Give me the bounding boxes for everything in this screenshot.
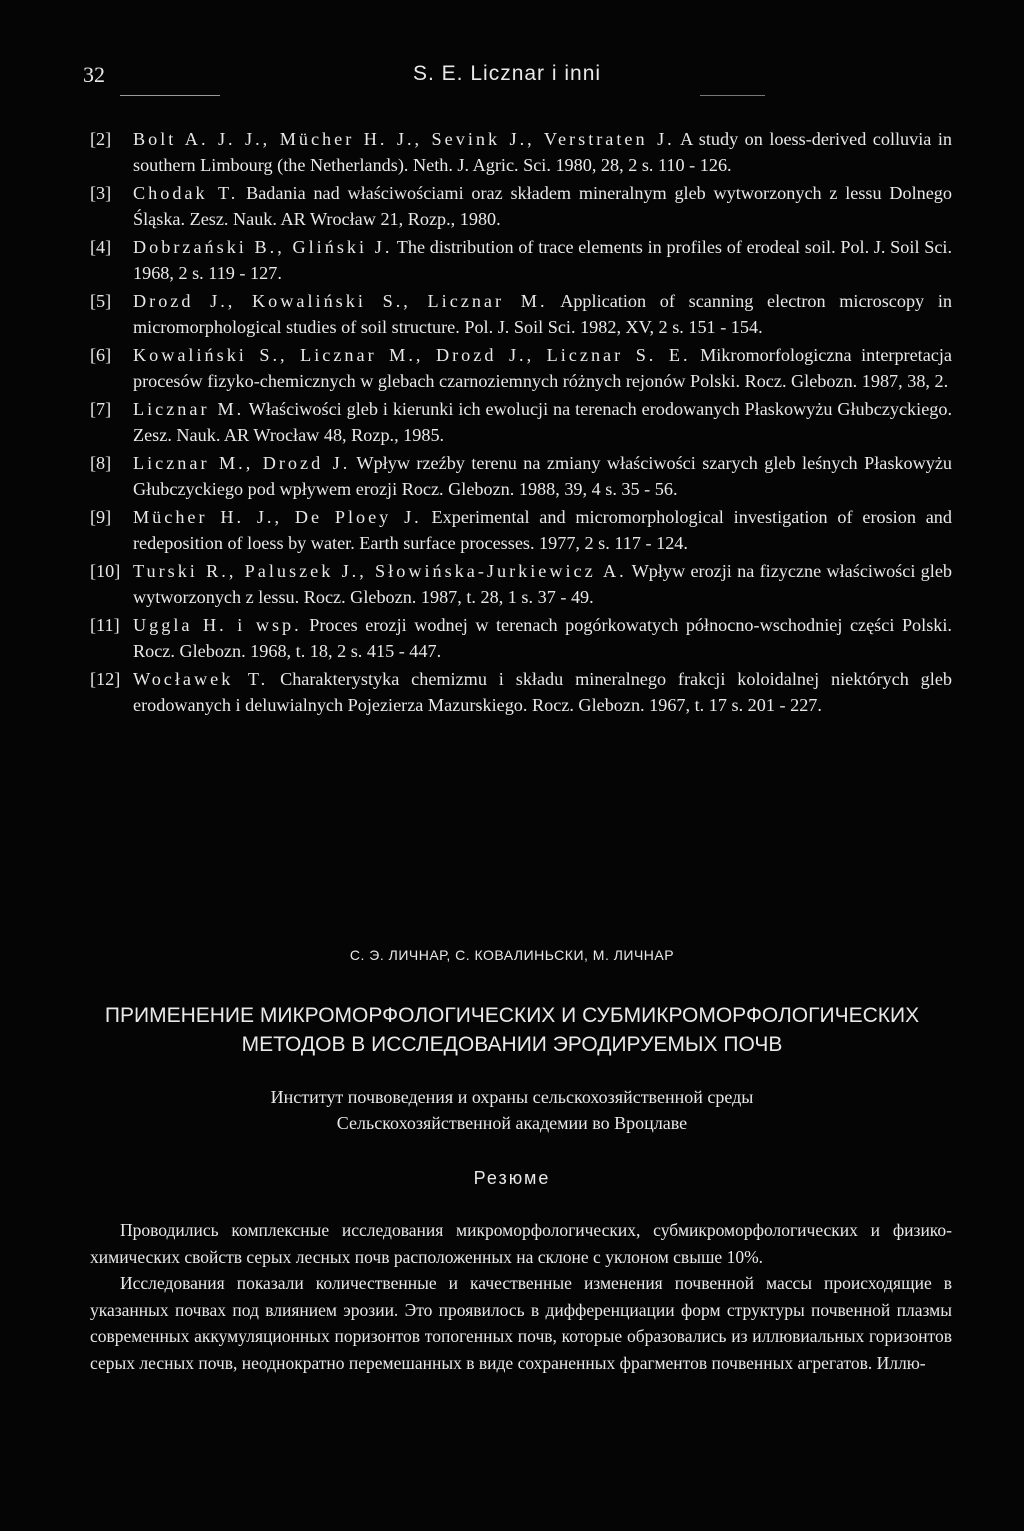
reference-authors: Licznar M. bbox=[133, 399, 245, 419]
reference-item bbox=[90, 181, 952, 232]
reference-item bbox=[90, 667, 952, 718]
reference-item bbox=[90, 127, 952, 178]
reference-text: Experimental and micromorphological investigation of erosion and redeposition of loess by water. Earth surface processes. 1977, 2 s. 117 - 124. bbox=[133, 507, 952, 553]
reference-number: [6] bbox=[90, 345, 112, 365]
reference-authors: Turski R., Paluszek J., Słowińska-Jurkiewicz A. bbox=[133, 561, 627, 581]
reference-authors: Drozd J., Kowaliński S., Licznar M. bbox=[133, 291, 548, 311]
reference-number: [4] bbox=[90, 237, 112, 257]
ru-paragraph-1: Проводились комплексные исследования микроморфологических, субмикроморфологических и физико-химических свойств серых лесных почв расположенных на склоне с уклоном свыше 10%. bbox=[90, 1220, 952, 1267]
reference-text: Charakterystyka chemizmu i składu mineralnego frakcji koloidalnej niektórych gleb erodowanych i deluwialnych Pojezierza Mazurskiego. Rocz. Glebozn. 1967, t. 17 s. 201 - 227. bbox=[133, 669, 952, 715]
reference-text: The distribution of trace elements in profiles of erodeal soil. Pol. J. Soil Sci. 1968, 2 s. 119 - 127. bbox=[133, 237, 952, 283]
reference-text: Proces erozji wodnej w terenach pogórkowatych północno-wschodniej części Polski. Rocz. Glebozn. 1968, t. 18, 2 s. 415 - 447. bbox=[133, 615, 952, 661]
header-rule-right bbox=[700, 95, 765, 96]
running-title: S. E. Licznar i inni bbox=[413, 62, 602, 85]
reference-text: Właściwości gleb i kierunki ich ewolucji na terenach erodowanych Płaskowyżu Głubczyckiego. Zesz. Nauk. AR Wrocław 48, Rozp., 1985. bbox=[133, 399, 952, 445]
reference-authors: Licznar M., Drozd J. bbox=[133, 453, 351, 473]
ru-abstract bbox=[90, 1217, 952, 1376]
reference-item bbox=[90, 559, 952, 610]
reference-text: A study on loess-derived colluvia in southern Limbourg (the Netherlands). Neth. J. Agric. Sci. 1980, 28, 2 s. 110 - 126. bbox=[133, 129, 952, 175]
reference-number: [12] bbox=[90, 669, 121, 689]
ru-title-line-1: ПРИМЕНЕНИЕ МИКРОМОРФОЛОГИЧЕСКИХ И СУБМИКРОМОРФОЛОГИЧЕСКИХ bbox=[104, 1004, 920, 1027]
reference-text: Wpływ erozji na fizyczne właściwości gleb wytworzonych z lessu. Rocz. Glebozn. 1987, t. 28, 1 s. 37 - 49. bbox=[133, 561, 952, 607]
ru-institute-line-1: Институт почвоведения и охраны сельскохозяйственной среды bbox=[270, 1087, 754, 1107]
reference-number: [9] bbox=[90, 507, 112, 527]
ru-resume-heading: Резюме bbox=[473, 1168, 551, 1188]
reference-number: [5] bbox=[90, 291, 112, 311]
reference-item bbox=[90, 235, 952, 286]
reference-text: Wpływ rzeźby terenu na zmiany właściwości szarych gleb leśnych Płaskowyżu Głubczyckiego pod wpływem erozji Rocz. Glebozn. 1988, 39, 4 s. 35 - 56. bbox=[133, 453, 952, 499]
reference-item bbox=[90, 343, 952, 394]
header-rule-left bbox=[120, 95, 220, 96]
reference-authors: Bolt A. J. J., Mücher H. J., Sevink J., Verstraten J. bbox=[133, 129, 675, 149]
reference-item bbox=[90, 397, 952, 448]
ru-article-title bbox=[50, 1001, 974, 1059]
page-number: 32 bbox=[83, 62, 105, 87]
reference-authors: Uggla H. i wsp. bbox=[133, 615, 302, 635]
reference-authors: Wocławek T. bbox=[133, 669, 269, 689]
reference-number: [7] bbox=[90, 399, 112, 419]
reference-authors: Mücher H. J., De Ploey J. bbox=[133, 507, 422, 527]
reference-number: [10] bbox=[90, 561, 121, 581]
reference-number: [11] bbox=[90, 615, 120, 635]
reference-item bbox=[90, 451, 952, 502]
ru-paragraph-2: Исследования показали количественные и качественные изменения почвенной массы происходящие в указанных почвах под влиянием эрозии. Это проявилось в дифференциации форм структуры почвенной плазмы современных аккумуляционных поризонтов топогенных почв, которые образовались из иллювиальных горизонтов серых лесных почв, неоднократно перемешанных в виде сохраненных фрагментов почвенных агрегатов. Иллю- bbox=[90, 1273, 952, 1373]
reference-text: Mikromorfologiczna interpretacja procesów fizyko-chemicznych w glebach czarnoziemnych różnych rejonów Polski. Rocz. Glebozn. 1987, 38, 2. bbox=[133, 345, 952, 391]
ru-title-line-2: МЕТОДОВ В ИССЛЕДОВАНИИ ЭРОДИРУЕМЫХ ПОЧВ bbox=[241, 1033, 783, 1056]
ru-institute bbox=[50, 1084, 974, 1136]
reference-item bbox=[90, 289, 952, 340]
reference-number: [3] bbox=[90, 183, 112, 203]
reference-item bbox=[90, 505, 952, 556]
reference-number: [8] bbox=[90, 453, 112, 473]
reference-number: [2] bbox=[90, 129, 112, 149]
reference-authors: Dobrzański B., Gliński J. bbox=[133, 237, 393, 257]
reference-list bbox=[90, 127, 952, 721]
ru-authors: С. Э. ЛИЧНАР, С. КОВАЛИНЬСКИ, М. ЛИЧНАР bbox=[349, 947, 675, 963]
reference-text: Application of scanning electron microscopy in micromorphological studies of soil structure. Pol. J. Soil Sci. 1982, XV, 2 s. 151 - 154. bbox=[133, 291, 952, 337]
reference-text: Badania nad właściwościami oraz składem mineralnym gleb wytworzonych z lessu Dolnego Śląska. Zesz. Nauk. AR Wrocław 21, Rozp., 1980. bbox=[133, 183, 952, 229]
ru-institute-line-2: Сельскохозяйственной академии во Вроцлаве bbox=[336, 1113, 688, 1133]
reference-authors: Chodak T. bbox=[133, 183, 239, 203]
reference-item bbox=[90, 613, 952, 664]
reference-authors: Kowaliński S., Licznar M., Drozd J., Licznar S. E. bbox=[133, 345, 691, 365]
